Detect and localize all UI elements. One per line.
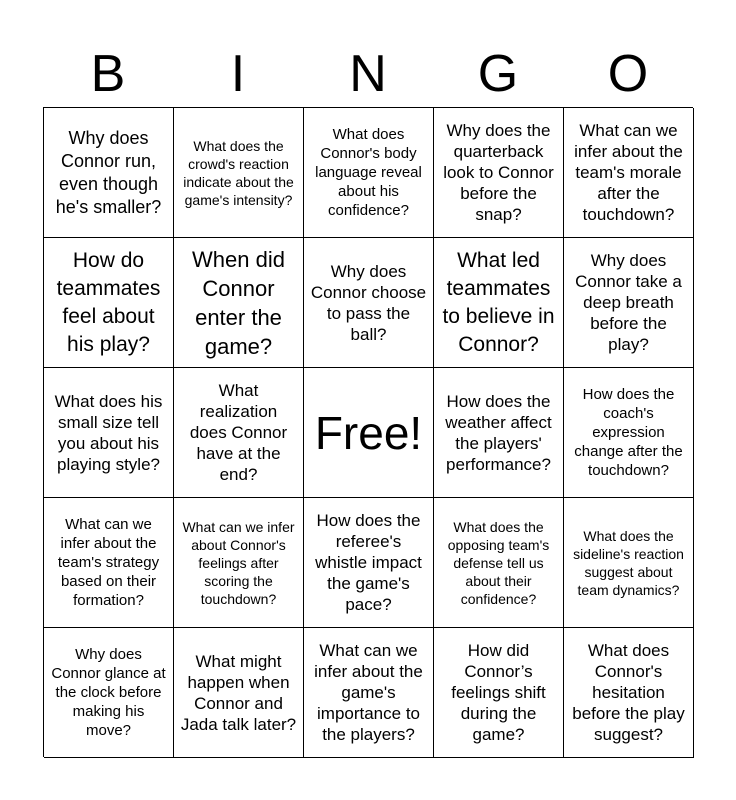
cell-text: What does the crowd's reaction indicate about the game's intensity?: [183, 137, 294, 208]
bingo-cell[interactable]: [44, 108, 174, 238]
cell-text: What led teammates to believe in Connor?: [442, 248, 555, 356]
bingo-cell[interactable]: [44, 498, 174, 628]
bingo-cell[interactable]: [304, 498, 434, 628]
bingo-cell[interactable]: [44, 238, 174, 368]
cell-text: What can we infer about the team's strategy based on their formation?: [57, 516, 160, 609]
header-letter-n: N: [349, 45, 387, 103]
cell-text: What can we infer about Connor's feelings after scoring the touchdown?: [182, 518, 295, 607]
cell-text: What realization does Connor have at the end?: [189, 381, 288, 484]
bingo-header: [43, 42, 693, 106]
bingo-cell[interactable]: [174, 368, 304, 498]
bingo-cell[interactable]: [564, 108, 694, 238]
bingo-cell[interactable]: [434, 628, 564, 758]
bingo-cell[interactable]: [174, 498, 304, 628]
cell-text: How does the referee's whistle impact the game's pace?: [315, 511, 422, 614]
cell-text: When did Connor enter the game?: [192, 246, 285, 359]
cell-text: How did Connor’s feelings shift during the game?: [451, 641, 546, 744]
cell-text: Why does Connor glance at the clock before making his move?: [51, 646, 166, 739]
bingo-cell[interactable]: [304, 628, 434, 758]
header-letter-i: I: [230, 45, 246, 103]
cell-text: What does the opposing team's defense tell us about their confidence?: [447, 518, 550, 607]
cell-text: What does Connor's hesitation before the play suggest?: [572, 641, 685, 744]
header-letter-o: O: [607, 45, 649, 103]
bingo-cell[interactable]: [44, 368, 174, 498]
free-space[interactable]: [304, 368, 434, 498]
cell-text: What can we infer about the game's importance to the players?: [314, 641, 423, 744]
bingo-cell[interactable]: [174, 628, 304, 758]
cell-text: What can we infer about the team's morale after the touchdown?: [574, 121, 683, 224]
free-space-label: Free!: [314, 406, 423, 459]
cell-text: Why does Connor choose to pass the ball?: [310, 261, 427, 344]
cell-text: Why does Connor take a deep breath before the play?: [575, 251, 682, 354]
cell-text: What does his small size tell you about his playing style?: [54, 391, 163, 474]
cell-text: How does the weather affect the players' performance?: [445, 391, 552, 474]
bingo-cell[interactable]: [434, 238, 564, 368]
cell-text: How does the coach's expression change after the touchdown?: [574, 386, 683, 479]
bingo-cell[interactable]: [564, 368, 694, 498]
bingo-cell[interactable]: [564, 628, 694, 758]
bingo-cell[interactable]: [174, 238, 304, 368]
bingo-cell[interactable]: [304, 108, 434, 238]
bingo-cell[interactable]: [44, 628, 174, 758]
bingo-cell[interactable]: [564, 498, 694, 628]
header-letter-b: B: [90, 45, 126, 103]
header-letter-g: G: [477, 45, 519, 103]
cell-text: What does Connor's body language reveal about his confidence?: [315, 126, 422, 219]
bingo-cell[interactable]: [434, 108, 564, 238]
bingo-cell[interactable]: [174, 108, 304, 238]
bingo-cell[interactable]: [304, 238, 434, 368]
cell-text: What might happen when Connor and Jada talk later?: [180, 651, 297, 734]
bingo-grid: [43, 107, 693, 757]
bingo-cell[interactable]: [564, 238, 694, 368]
cell-text: How do teammates feel about his play?: [56, 248, 161, 356]
cell-text: What does the sideline's reaction suggest about team dynamics?: [573, 527, 684, 598]
cell-text: Why does Connor run, even though he's smaller?: [55, 127, 162, 217]
bingo-cell[interactable]: [434, 368, 564, 498]
cell-text: Why does the quarterback look to Connor before the snap?: [443, 121, 554, 224]
bingo-cell[interactable]: [434, 498, 564, 628]
